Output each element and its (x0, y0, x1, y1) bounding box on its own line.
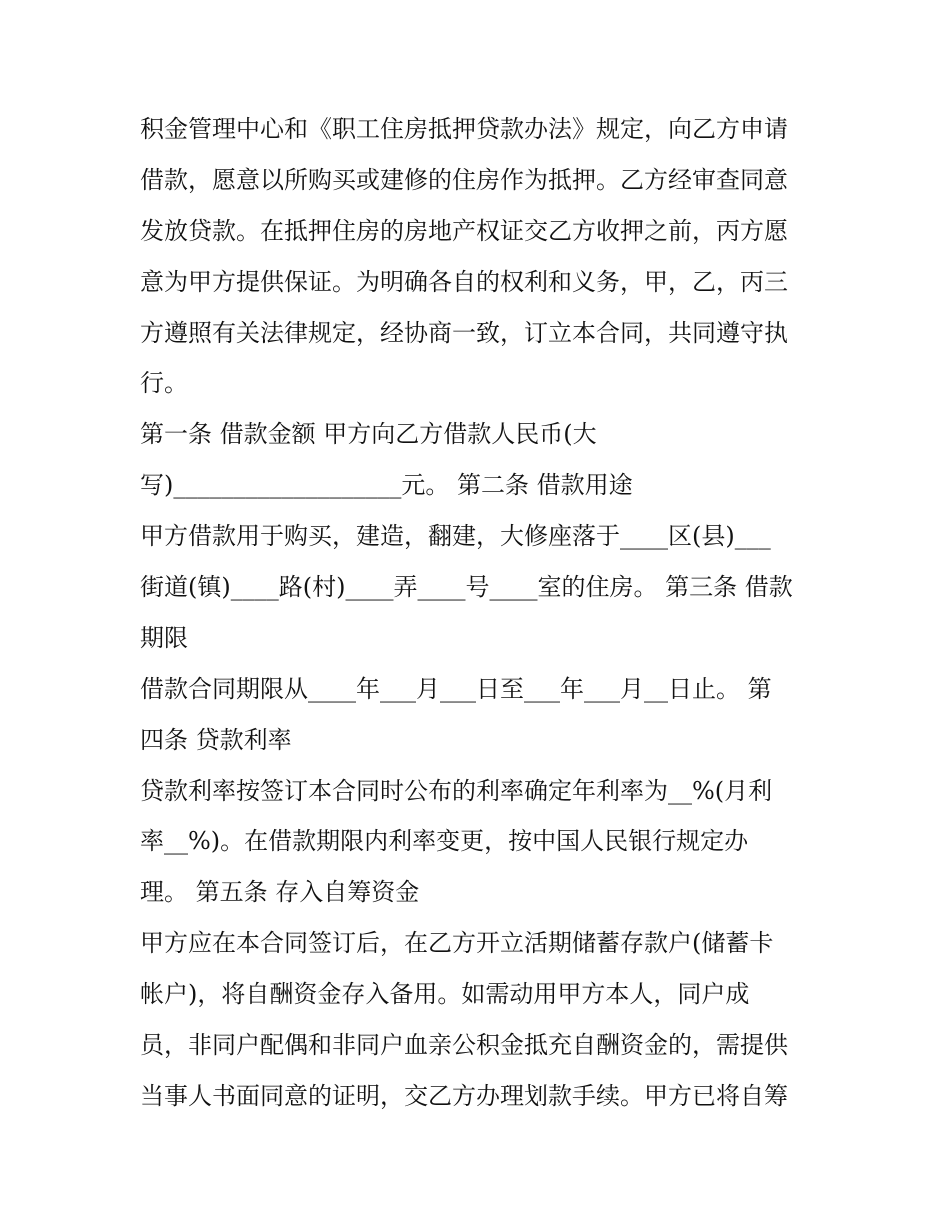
text-line: 四条 贷款利率 (140, 725, 292, 754)
text-line: 发放贷款。在抵押住房的房地产权证交乙方收押之前，丙方愿 (140, 216, 788, 245)
text-line: 意为甲方提供保证。为明确各自的权利和义务，甲，乙，丙三 (140, 267, 788, 296)
text-line: 率__%)。在借款期限内利率变更，按中国人民银行规定办 (140, 827, 749, 856)
text-line: 借款，愿意以所购买或建修的住房作为抵押。乙方经审查同意 (140, 165, 788, 194)
text-line: 理。 第五条 存入自筹资金 (140, 878, 420, 907)
text-line: 期限 (140, 623, 188, 652)
text-line: 甲方应在本合同签订后，在乙方开立活期储蓄存款户(储蓄卡 (140, 929, 774, 958)
text-line: 写)___________________元。 第二条 借款用途 (140, 471, 633, 500)
text-line: 积金管理中心和《职工住房抵押贷款办法》规定，向乙方申请 (140, 115, 788, 143)
text-line: 贷款利率按签订本合同时公布的利率确定年利率为__%(月利 (140, 776, 773, 805)
text-line: 当事人书面同意的证明，交乙方办理划款手续。甲方已将自筹 (140, 1081, 788, 1110)
text-line: 甲方借款用于购买，建造，翻建，大修座落于____区(县)___ (140, 522, 771, 551)
text-line: 街道(镇)____路(村)____弄____号____室的住房。 第三条 借款 (140, 573, 793, 602)
text-line: 借款合同期限从____年___月___日至___年___月__日止。 第 (140, 674, 772, 703)
article-1-heading: 第一条 借款金额 甲方向乙方借款人民币(大 (140, 420, 597, 449)
text-line: 行。 (140, 369, 188, 398)
text-line: 员，非同户配偶和非同户血亲公积金抵充自酬资金的，需提供 (140, 1031, 788, 1060)
contract-text (140, 104, 830, 1122)
text-line: 帐户)，将自酬资金存入备用。如需动用甲方本人，同户成 (140, 980, 750, 1009)
text-line: 方遵照有关法律规定，经协商一致，订立本合同，共同遵守执 (140, 318, 788, 347)
